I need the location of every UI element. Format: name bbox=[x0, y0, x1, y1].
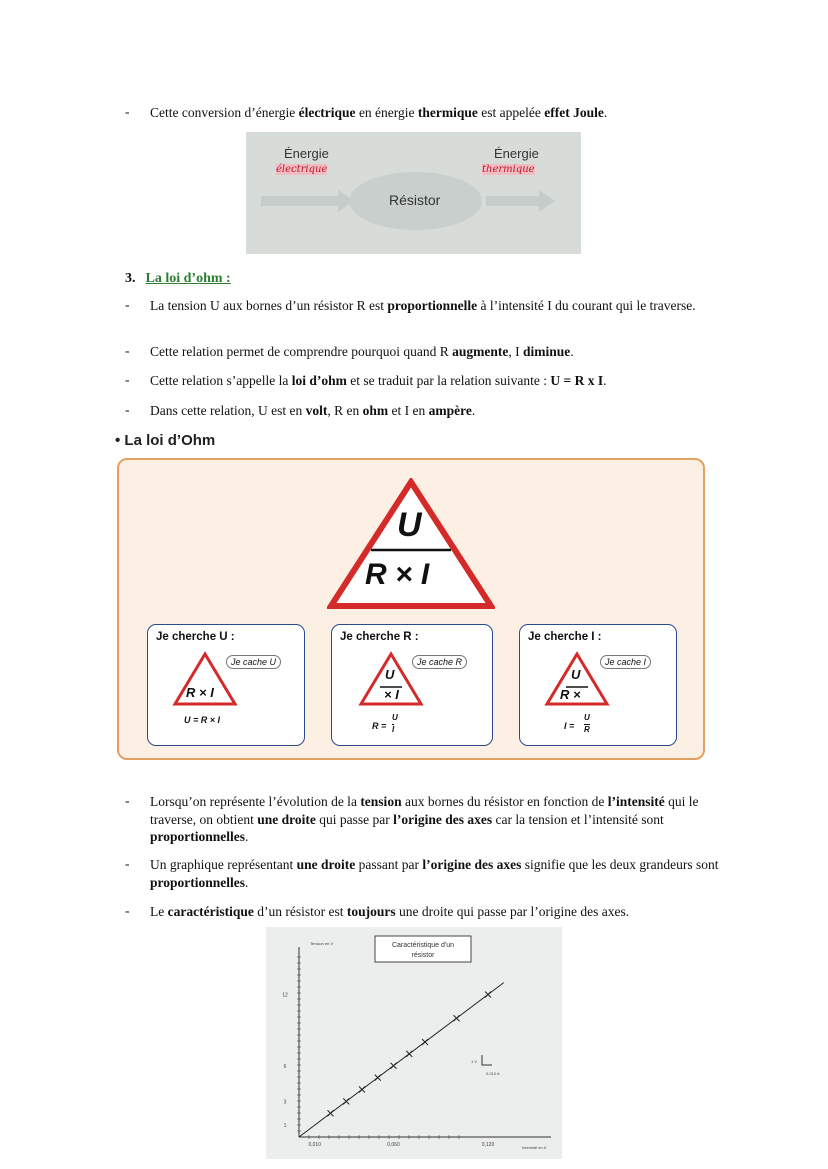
tri-top: U bbox=[385, 667, 395, 682]
card-head: Je cherche U : bbox=[156, 631, 235, 643]
bullet-dash: - bbox=[125, 372, 130, 387]
bullet-4: Dans cette relation, U est en volt, R en ohm et I en ampère. bbox=[150, 403, 476, 418]
tri-text: R × I bbox=[186, 685, 214, 700]
bullet-2: Cette relation permet de comprendre pourquoi quand R augmente, I diminue. bbox=[150, 344, 574, 359]
data-point bbox=[343, 1098, 349, 1104]
bullet-1: La tension U aux bornes d’un résistor R est proportionnelle à l’intensité I du courant qui le traverse. bbox=[150, 298, 696, 313]
bullet-dash: - bbox=[125, 903, 130, 918]
bullet-6: Un graphique représentant une droite passant par l’origine des axes signifie que les deux grandeurs sont proportionnelles. bbox=[150, 857, 719, 890]
hand-thermique: thermique bbox=[482, 164, 535, 175]
chart-title-line1: Caractéristique d'un bbox=[391, 942, 455, 949]
y-tick-label: 1 bbox=[283, 1123, 287, 1130]
data-point bbox=[391, 1063, 397, 1069]
ticks-group bbox=[282, 957, 494, 1148]
hand-electrique: électrique bbox=[276, 164, 328, 175]
data-point bbox=[454, 1015, 460, 1021]
card-cherche-i bbox=[519, 624, 677, 746]
bullet-dash: - bbox=[125, 793, 130, 808]
energie-right-label: Énergie bbox=[494, 146, 539, 161]
speech-bubble: Je cache I bbox=[600, 655, 651, 669]
scale-bracket bbox=[482, 1055, 492, 1065]
y-tick-label: 6 bbox=[283, 1063, 287, 1070]
bullet-dash: - bbox=[125, 104, 130, 119]
chart-svg bbox=[266, 927, 562, 1159]
data-point bbox=[328, 1110, 334, 1116]
scale-note-2: 0,010 A bbox=[486, 1071, 500, 1076]
formula-left: I = bbox=[564, 721, 575, 731]
arrow-left-shape bbox=[261, 196, 341, 206]
big-rxi: R × I bbox=[365, 558, 430, 591]
bullet-7: Le caractéristique d’un résistor est toujours une droite qui passe par l’origine des axes. bbox=[150, 904, 630, 919]
section-heading: 3. La loi d’ohm : bbox=[125, 271, 231, 286]
frac-top: U bbox=[392, 713, 398, 722]
x-tick-label: 0,060 bbox=[387, 1142, 400, 1148]
bullet-5: Lorsqu’on représente l’évolution de la tension aux bornes du résistor en fonction de l’intensité qui le traverse, on obtient une droite qui passe par l’origine des axes car la tension et l’intensité sont proportionnelles. bbox=[150, 794, 699, 844]
frac-bot: I bbox=[392, 725, 395, 734]
y-tick-label: 12 bbox=[282, 992, 288, 999]
arrow-head-right-icon bbox=[539, 190, 555, 212]
arrow-right-shape bbox=[486, 196, 541, 206]
energy-conversion-photo bbox=[246, 132, 581, 254]
bullet-dash: - bbox=[125, 297, 130, 312]
frac-top: U bbox=[584, 713, 590, 722]
x-axis-label: Intensité en A bbox=[522, 1145, 547, 1150]
energie-left-label: Énergie bbox=[284, 146, 329, 161]
chart-title-line2: résistor bbox=[411, 952, 435, 959]
tri-bot: R × bbox=[560, 687, 581, 702]
card-head: Je cherche I : bbox=[528, 631, 602, 643]
intro-paragraph: Cette conversion d’énergie électrique en énergie thermique est appelée effet Joule. bbox=[150, 105, 608, 120]
data-point bbox=[359, 1087, 365, 1093]
speech-bubble: Je cache R bbox=[412, 655, 467, 669]
bullet-dash: - bbox=[125, 402, 130, 417]
loi-ohm-heading: • La loi d’Ohm bbox=[115, 432, 216, 449]
characteristic-chart-photo bbox=[266, 927, 562, 1159]
big-u: U bbox=[397, 506, 422, 544]
card-cherche-u bbox=[147, 624, 305, 746]
y-axis-label: Tension en V bbox=[310, 941, 334, 946]
formula: U = R × I bbox=[184, 715, 221, 725]
tri-bot: × I bbox=[384, 687, 399, 702]
card-head: Je cherche R : bbox=[340, 631, 419, 643]
frac-bot: R bbox=[584, 725, 590, 734]
card-cherche-r bbox=[331, 624, 493, 746]
scale-note: 1 V bbox=[471, 1059, 478, 1064]
data-point bbox=[485, 992, 491, 998]
speech-bubble: Je cache U bbox=[226, 655, 281, 669]
data-point bbox=[406, 1051, 412, 1057]
formula-left: R = bbox=[372, 721, 387, 731]
bullet-dash: - bbox=[125, 343, 130, 358]
bullet-dash: - bbox=[125, 856, 130, 871]
resistor-label: Résistor bbox=[389, 192, 441, 208]
y-tick-label: 3 bbox=[283, 1099, 287, 1106]
data-point bbox=[422, 1039, 428, 1045]
bullet-3: Cette relation s’appelle la loi d’ohm et se traduit par la relation suivante : U = R x I. bbox=[150, 373, 607, 388]
loi-ohm-box bbox=[117, 458, 705, 760]
tri-top: U bbox=[571, 667, 581, 682]
data-point bbox=[375, 1075, 381, 1081]
x-tick-label: 0,010 bbox=[308, 1142, 322, 1148]
x-tick-label: 0,120 bbox=[481, 1142, 495, 1148]
